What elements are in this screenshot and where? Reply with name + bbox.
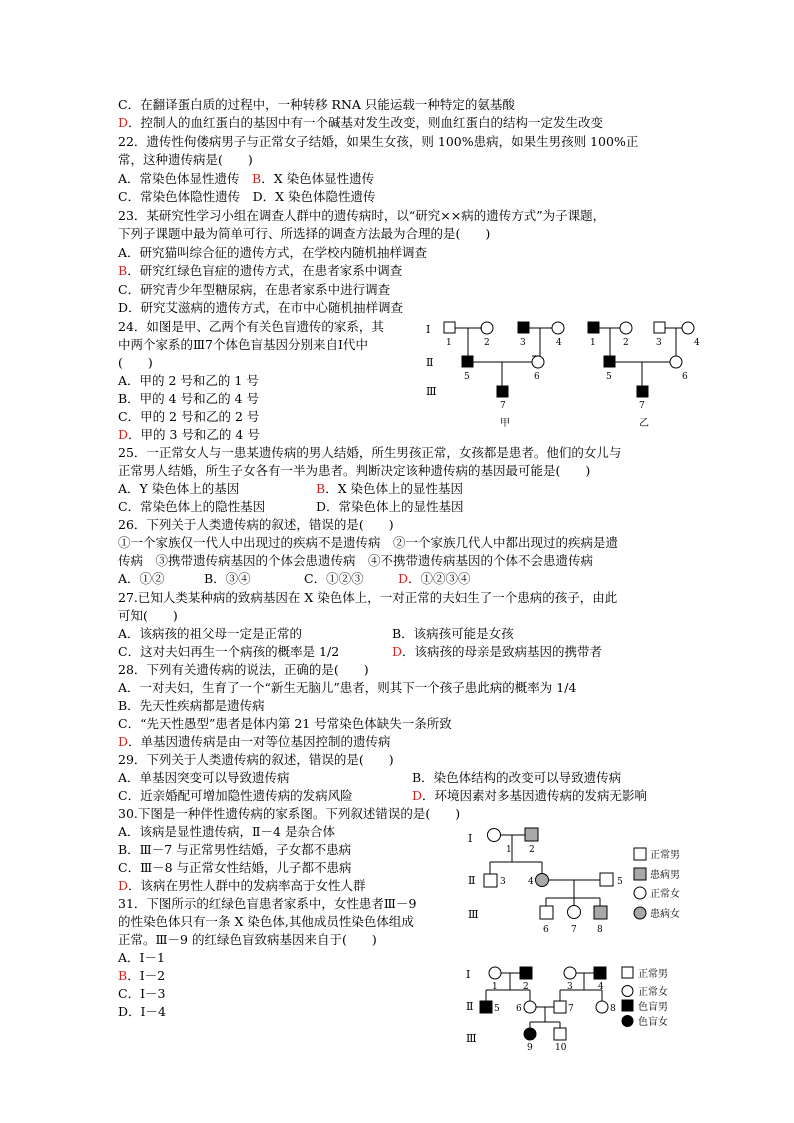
- q31-option-d: D．Ⅰ－4: [118, 1004, 166, 1019]
- answer-letter: B: [316, 481, 326, 496]
- legend-label: 正常男: [650, 850, 680, 861]
- I2-colorblind-male: [520, 967, 532, 979]
- generation-label: Ⅲ: [426, 385, 437, 398]
- q25-option-d: D．常染色体上的显性基因: [316, 499, 464, 514]
- jia-III7-affected-male: [497, 386, 508, 397]
- individual-number: 5: [606, 372, 612, 382]
- option-text: ．控制人的血红蛋白的基因中有一个碱基对发生改变，则血红蛋白的结构一定发生改变: [128, 115, 604, 130]
- q24-pedigree-figure: [420, 318, 710, 436]
- generation-label: Ⅱ: [466, 1000, 474, 1013]
- q28-option-b: B．先天性疾病都是遗传病: [118, 698, 265, 713]
- II3-normal-male: [484, 874, 497, 887]
- II4-affected-female: [536, 874, 549, 887]
- q31-stem-line1: 31．下图所示的红绿色盲患者家系中，女性患者Ⅲ－9: [118, 896, 417, 911]
- individual-number: 4: [598, 982, 604, 992]
- III10-normal-male: [554, 1028, 566, 1040]
- q29-option-b: B．染色体结构的改变可以导致遗传病: [412, 770, 622, 785]
- individual-number: 7: [571, 925, 577, 935]
- individual-number: 2: [523, 982, 529, 992]
- option-a: A．常染色体显性遗传: [118, 171, 240, 186]
- jia-II6-normal-female: [532, 356, 544, 368]
- q31-pedigree-figure: [462, 964, 694, 1054]
- II5-normal-male: [600, 873, 613, 886]
- q31-stem-line3: 正常。Ⅲ－9 的红绿色盲致病基因来自于( ): [118, 932, 377, 947]
- q25-option-a: A．Y 染色体上的基因: [118, 481, 240, 496]
- individual-number: 1: [590, 338, 596, 348]
- individual-number: 2: [484, 338, 490, 348]
- q27-option-b: B．该病孩可能是女孩: [392, 626, 514, 641]
- generation-label: Ⅱ: [468, 874, 476, 887]
- q27-stem-line1: 27.已知人类某种病的致病基因在 X 染色体上，一对正常的夫妇生了一个患病的孩子，由此: [118, 590, 618, 605]
- q30-option-d: [118, 877, 366, 895]
- q25-stem-line1: 25．一正常女人与一患某遗传病的男人结婚，所生男孩正常，女孩都是患者。他们的女儿与: [118, 445, 622, 460]
- individual-number: 5: [464, 372, 470, 382]
- individual-number: 5: [617, 877, 623, 887]
- q31-option-a: A．Ⅰ－1: [118, 950, 165, 965]
- legend-label: 色盲女: [638, 1017, 668, 1028]
- option-text: ．单基因遗传病是由一对等位基因控制的遗传病: [128, 734, 391, 749]
- q28-option-a: A．一对夫妇，生育了一个“新生无脑儿”患者，则其下一个孩子患此病的概率为 1/4: [118, 680, 577, 695]
- I2-affected-male: [525, 828, 538, 841]
- q24-stem-line1: 24．如图是甲、乙两个有关色盲遗传的家系，其: [118, 319, 384, 334]
- q28-stem: 28．下列有关遗传病的说法，正确的是( ): [118, 662, 369, 677]
- option-text: ．研究红绿色盲症的遗传方式，在患者家系中调查: [127, 263, 403, 278]
- yi-I3-normal-male: [654, 322, 665, 333]
- generation-label: Ⅰ: [468, 832, 473, 845]
- q30-pedigree-figure: [462, 826, 694, 938]
- q21-option-c: C．在翻译蛋白质的过程中，一种转移 RNA 只能运载一种特定的氨基酸: [118, 97, 515, 112]
- individual-number: 3: [656, 338, 662, 348]
- q31-stem-line2: 的性染色体只有一条 X 染色体,其他成员性染色体组成: [118, 914, 414, 929]
- II6-normal-female: [524, 1001, 536, 1013]
- option-text: ．甲的 3 号和乙的 4 号: [128, 427, 260, 442]
- q22-stem-line2: 常，这种遗传病是( ): [118, 152, 253, 167]
- jia-II5-affected-male: [462, 356, 473, 367]
- jia-I2-normal-female: [481, 322, 493, 334]
- legend-label: 患病男: [650, 870, 680, 881]
- III6-normal-male: [540, 906, 553, 919]
- q24-stem-line2: 中两个家系的Ⅲ7个体色盲基因分别来自Ⅰ代中: [118, 337, 368, 352]
- yi-I2-normal-female: [620, 322, 632, 334]
- jia-I3-affected-male: [518, 322, 529, 333]
- option-text: ．该病在男性人群中的发病率高于女性人群: [128, 878, 366, 893]
- legend-affected-female-icon: [634, 907, 646, 919]
- legend-normal-female-icon: [622, 986, 633, 997]
- q21-option-d: [118, 114, 603, 132]
- figure-caption: 乙: [639, 418, 649, 429]
- option-text: ．①②③④: [408, 571, 471, 586]
- II8-normal-female: [596, 1001, 608, 1013]
- q22-stem-line1: 22．遗传性佝偻病男子与正常女子结婚，如果生女孩，则 100%患病，如果生男孩则 100%正: [118, 134, 639, 149]
- q26-option-a: A．①②: [118, 571, 165, 586]
- legend-normal-female-icon: [634, 887, 646, 899]
- answer-letter: D: [398, 571, 409, 586]
- individual-number: 8: [597, 925, 603, 935]
- legend-label: 正常女: [650, 889, 680, 900]
- answer-letter: D: [118, 427, 129, 442]
- I1-normal-female: [489, 967, 501, 979]
- yi-II6-normal-female: [670, 356, 682, 368]
- q29-option-d: [412, 787, 647, 805]
- yi-III7-affected-male: [637, 386, 648, 397]
- q26-stem-line1: 26．下列关于人类遗传病的叙述，错误的是( ): [118, 517, 394, 532]
- answer-letter: D: [118, 734, 129, 749]
- q30-option-c: C．Ⅲ－8 与正常女性结婚，儿子都不患病: [118, 860, 352, 875]
- individual-number: 4: [556, 338, 562, 348]
- q23-stem-line1: 23．某研究性学习小组在调查人群中的遗传病时，以“研究××病的遗传方式”为子课题，: [118, 208, 606, 223]
- legend-colorblind-female-icon: [622, 1016, 633, 1027]
- q30-stem: 30.下图是一种伴性遗传病的家系图。下列叙述错误的是( ): [118, 806, 461, 821]
- q28-option-d: [118, 733, 391, 751]
- yi-II5-affected-male: [604, 356, 615, 367]
- generation-label: Ⅱ: [426, 356, 434, 369]
- q24-option-c: C．甲的 2 号和乙的 2 号: [118, 409, 260, 424]
- q27-option-c: C．这对夫妇再生一个病孩的概率是 1/2: [118, 644, 340, 659]
- q22-options-ab: [118, 170, 374, 188]
- q23-option-c: C．研究青少年型糖尿病，在患者家系中进行调查: [118, 282, 391, 297]
- q31-option-b: [118, 967, 165, 985]
- q25-stem-line2: 正常男人结婚，所生子女各有一半为患者。判断决定该种遗传病的基因最可能是( ): [118, 463, 591, 478]
- individual-number: 1: [506, 845, 512, 855]
- answer-letter: B: [118, 968, 128, 983]
- individual-number: 3: [567, 982, 573, 992]
- individual-number: 4: [528, 877, 534, 887]
- q24-option-b: B．甲的 4 号和乙的 4 号: [118, 391, 259, 406]
- option-text: ．环境因素对多基因遗传病的发病无影响: [422, 788, 648, 803]
- q22-options-cd: C．常染色体隐性遗传 D．X 染色体隐性遗传: [118, 189, 376, 204]
- q29-option-c: C．近亲婚配可增加隐性遗传病的发病风险: [118, 788, 353, 803]
- q29-option-a: A．单基因突变可以导致遗传病: [118, 770, 290, 785]
- individual-number: 7: [500, 401, 506, 411]
- q30-option-b: B．Ⅲ－7 与正常男性结婚，子女都不患病: [118, 842, 352, 857]
- jia-I1-normal-male: [444, 322, 455, 333]
- individual-number: 5: [494, 1004, 500, 1014]
- q26-option-d: [398, 570, 471, 588]
- individual-number: 6: [682, 372, 688, 382]
- II7-normal-male: [554, 1001, 566, 1013]
- III8-affected-male: [594, 906, 607, 919]
- III7-normal-female: [568, 906, 581, 919]
- q28-option-c: C．“先天性愚型”患者是体内第 21 号常染色体缺失一条所致: [118, 716, 452, 731]
- answer-letter: D: [118, 115, 129, 130]
- legend-normal-male-icon: [622, 967, 633, 978]
- q26-stem-line2: ①一个家族仅一代人中出现过的疾病不是遗传病 ②一个家族几代人中都出现过的疾病是遗: [118, 535, 619, 550]
- option-text: ．X 染色体上的显性基因: [325, 481, 464, 496]
- individual-number: 6: [534, 372, 540, 382]
- q23-stem-line2: 下列子课题中最为简单可行、所选择的调查方法最为合理的是( ): [118, 226, 491, 241]
- q27-option-a: A．该病孩的祖父母一定是正常的: [118, 626, 303, 641]
- q26-stem-line3: 传病 ③携带遗传病基因的个体会患遗传病 ④不携带遗传病基因的个体不会患遗传病: [118, 553, 594, 568]
- answer-letter: B: [118, 263, 128, 278]
- q23-option-a: A．研究猫叫综合征的遗传方式，在学校内随机抽样调查: [118, 245, 428, 260]
- generation-label: Ⅰ: [466, 968, 471, 981]
- individual-number: 7: [568, 1004, 574, 1014]
- individual-number: 1: [492, 982, 498, 992]
- legend-label: 患病女: [650, 909, 680, 920]
- option-text: ．该病孩的母亲是致病基因的携带者: [402, 644, 603, 659]
- II5-colorblind-male: [480, 1001, 492, 1013]
- answer-letter: B: [252, 171, 262, 186]
- q30-option-a: A．该病是显性遗传病，Ⅱ－4 是杂合体: [118, 824, 335, 839]
- generation-label: Ⅰ: [426, 323, 431, 336]
- individual-number: 3: [500, 877, 506, 887]
- individual-number: 3: [520, 338, 526, 348]
- option-b: ．X 染色体显性遗传: [261, 171, 375, 186]
- answer-letter: D: [392, 644, 403, 659]
- individual-number: 8: [610, 1004, 616, 1014]
- legend-label: 正常男: [638, 969, 668, 980]
- legend-label: 色盲男: [638, 1002, 668, 1013]
- individual-number: 9: [527, 1043, 533, 1053]
- legend-affected-male-icon: [634, 868, 646, 880]
- individual-number: 7: [639, 401, 645, 411]
- answer-letter: D: [412, 788, 423, 803]
- individual-number: 4: [694, 338, 700, 348]
- I4-colorblind-male: [594, 967, 606, 979]
- q24-option-a: A．甲的 2 号和乙的 1 号: [118, 373, 259, 388]
- q23-option-d: D．研究艾滋病的遗传方式，在市中心随机抽样调查: [118, 300, 404, 315]
- generation-label: Ⅲ: [468, 908, 479, 921]
- jia-I4-normal-female: [552, 322, 564, 334]
- option-text: ．Ⅰ－2: [127, 968, 166, 983]
- generation-label: Ⅲ: [466, 1032, 477, 1045]
- individual-number: 10: [555, 1043, 567, 1053]
- q24-stem-line3: ( ): [118, 355, 153, 370]
- I1-normal-female: [488, 829, 501, 842]
- q25-option-c: C．常染色体上的隐性基因: [118, 499, 266, 514]
- legend-normal-male-icon: [634, 848, 646, 860]
- yi-I4-normal-female: [682, 322, 694, 334]
- legend-label: 正常女: [638, 987, 668, 998]
- legend-colorblind-male-icon: [622, 1000, 633, 1011]
- q26-option-c: C．①②③: [304, 571, 364, 586]
- q29-stem: 29．下列关于人类遗传病的叙述，错误的是( ): [118, 752, 394, 767]
- I3-normal-female: [564, 967, 576, 979]
- individual-number: 6: [543, 925, 549, 935]
- q25-option-b: [316, 480, 463, 498]
- III9-colorblind-female: [524, 1028, 536, 1040]
- individual-number: 2: [623, 338, 629, 348]
- q27-option-d: [392, 643, 602, 661]
- figure-caption: 甲: [500, 418, 510, 429]
- individual-number: 2: [529, 845, 535, 855]
- individual-number: 6: [516, 1004, 522, 1014]
- answer-letter: D: [118, 878, 129, 893]
- q31-option-c: C．Ⅰ－3: [118, 986, 166, 1001]
- q24-option-d: [118, 426, 260, 444]
- q26-option-b: B．③④: [204, 571, 251, 586]
- individual-number: 1: [446, 338, 452, 348]
- q23-option-b: [118, 262, 402, 280]
- q27-stem-line2: 可知( ): [118, 608, 178, 623]
- yi-I1-affected-male: [588, 322, 599, 333]
